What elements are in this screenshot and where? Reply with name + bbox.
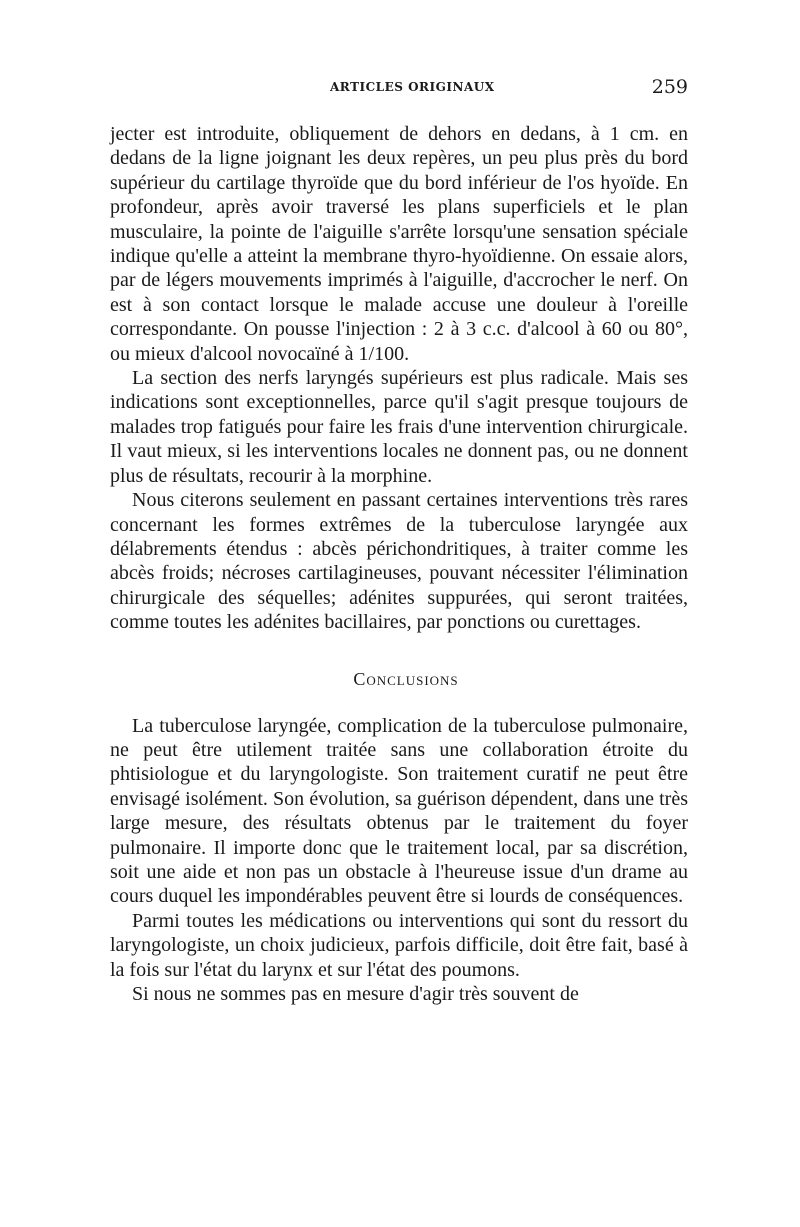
running-title: ARTICLES ORIGINAUX [330,80,495,94]
paragraph: La section des nerfs laryngés supérieurs est plus radicale. Mais ses indications sont exceptionnelles, parce qu'il s'agit presque toujours de malades trop fatigués pour faire les frais d'une intervention chirurgicale. Il vaut mieux, si les interventions locales ne donnent pas, ou ne donnent plus de résultats, recourir à la morphine. [110,367,688,487]
running-head [110,76,688,100]
paragraph: La tuberculose laryngée, complication de la tuberculose pulmonaire, ne peut être utilement traitée sans une collaboration étroite du phtisiologue et du laryngologiste. Son traitement curatif ne peut être envisagé isolément. Son évolution, sa guérison dépendent, dans une très large mesure, des résultats obtenus par le traitement du foyer pulmonaire. Il importe donc que le traitement local, par sa discrétion, soit une aide et non pas un obstacle à l'heureuse issue d'un drame au cours duquel les impondérables peuvent être si lourds de conséquences. [110,714,688,908]
book-page [110,0,688,1227]
body-text [110,122,688,1006]
paragraph: Parmi toutes les médications ou interventions qui sont du ressort du laryngologiste, un choix judicieux, parfois difficile, doit être fait, basé à la fois sur l'état du larynx et sur l'état des poumons. [110,909,688,981]
paragraph: Nous citerons seulement en passant certaines interventions très rares concernant les formes extrêmes de la tuberculose laryngée aux délabrements étendus : abcès périchondritiques, à traiter comme les abcès froids; nécroses cartilagineuses, pouvant nécessiter l'élimination chirurgicale des séquelles; adénites suppurées, qui seront traitées, comme toutes les adénites bacillaires, par ponctions ou curettages. [110,489,688,634]
paragraph-continued: jecter est introduite, obliquement de dehors en dedans, à 1 cm. en dedans de la ligne joignant les deux repères, un peu plus près du bord supérieur du cartilage thyroïde que du bord inférieur de l'os hyoïde. En profondeur, après avoir traversé les plans superficiels et le plan musculaire, la pointe de l'aiguille s'arrête lorsqu'une sensation spéciale indique qu'elle a atteint la membrane thyro-hyoïdienne. On essaie alors, par de légers mouvements imprimés à l'aiguille, d'accrocher le nerf. On est à son contact lorsque le malade accuse une douleur à l'oreille correspondante. On pousse l'injection : 2 à 3 c.c. d'alcool à 60 ou 80°, ou mieux d'alcool novocaïné à 1/100. [110,123,688,365]
page-number: 259 [651,76,688,98]
section-heading-conclusions: Conclusions [353,668,459,689]
paragraph: Si nous ne sommes pas en mesure d'agir très souvent de [132,983,579,1005]
